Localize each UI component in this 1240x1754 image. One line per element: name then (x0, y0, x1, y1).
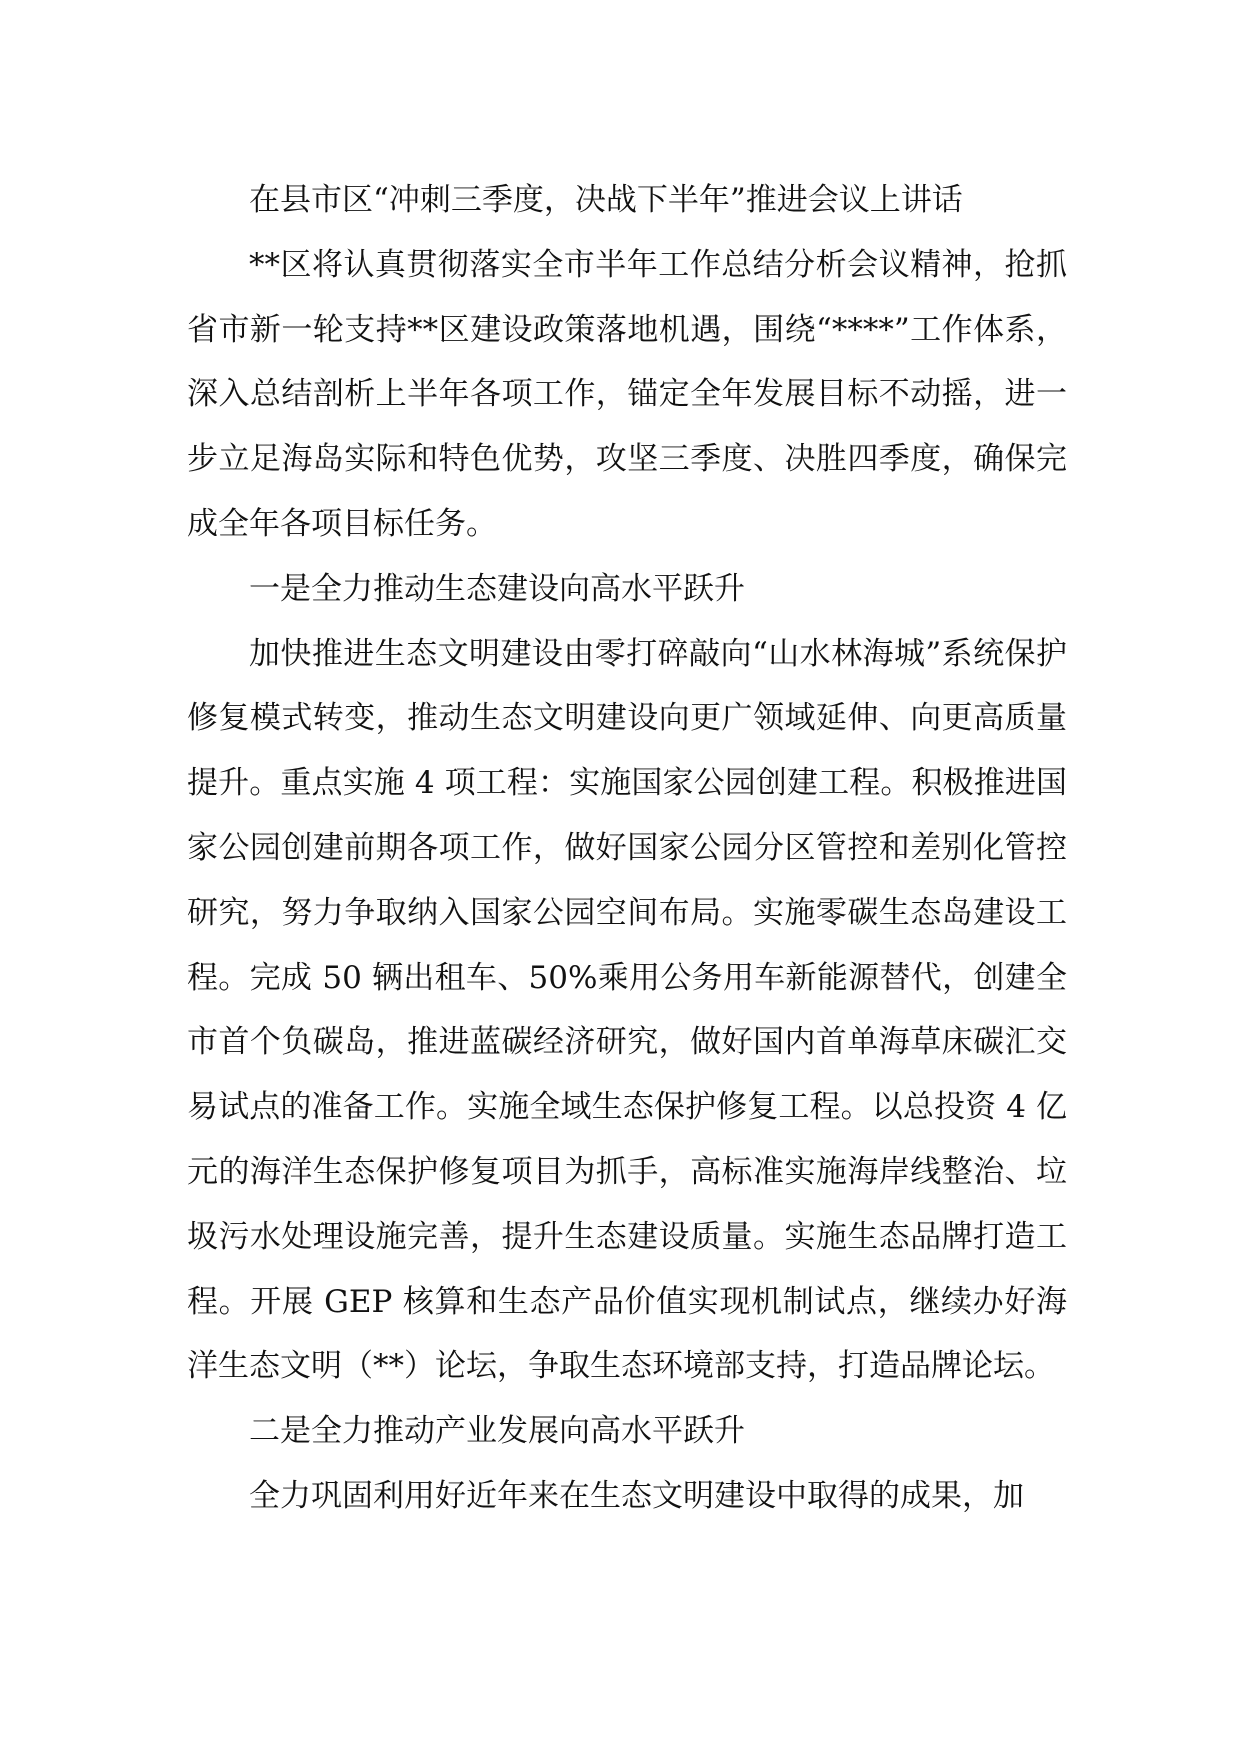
document-title: 在县市区“冲刺三季度，决战下半年”推进会议上讲话 (249, 182, 963, 218)
industry-paragraph: 全力巩固利用好近年来在生态文明建设中取得的成果，加 (249, 1477, 1024, 1514)
section-heading-ecology: 一是全力推动生态建设向高水平跃升 (249, 570, 745, 607)
document-body (187, 168, 1067, 1529)
intro-paragraph: **区将认真贯彻落实全市半年工作总结分析会议精神，抢抓省市新一轮支持**区建设政策落地机遇，围绕“****”工作体系，深入总结剖析上半年各项工作，锚定全年发展目标不动摇，进一步立足海岛实际和特色优势，攻坚三季度、决胜四季度，确保完成全年各项目标任务。 (187, 246, 1067, 542)
section-heading-industry: 二是全力推动产业发展向高水平跃升 (249, 1413, 745, 1450)
ecology-paragraph: 加快推进生态文明建设由零打碎敲向“山水林海城”系统保护修复模式转变，推动生态文明建设向更广领域延伸、向更高质量提升。重点实施 4 项工程：实施国家公园创建工程。积极推进国家公园创建前期各项工作，做好国家公园分区管控和差别化管控研究，努力争取纳入国家公园空间布局。实施零碳生态岛建设工程。完成 50 辆出租车、50%乘用公务用车新能源替代，创建全市首个负碳岛，推进蓝碳经济研究，做好国内首单海草床碳汇交易试点的准备工作。实施全域生态保护修复工程。以总投资 4 亿元的海洋生态保护修复项目为抓手，高标准实施海岸线整治、垃圾污水处理设施完善，提升生态建设质量。实施生态品牌打造工程。开展 GEP 核算和生态产品价值实现机制试点，继续办好海洋生态文明（**）论坛，争取生态环境部支持，打造品牌论坛。 (187, 635, 1067, 1385)
